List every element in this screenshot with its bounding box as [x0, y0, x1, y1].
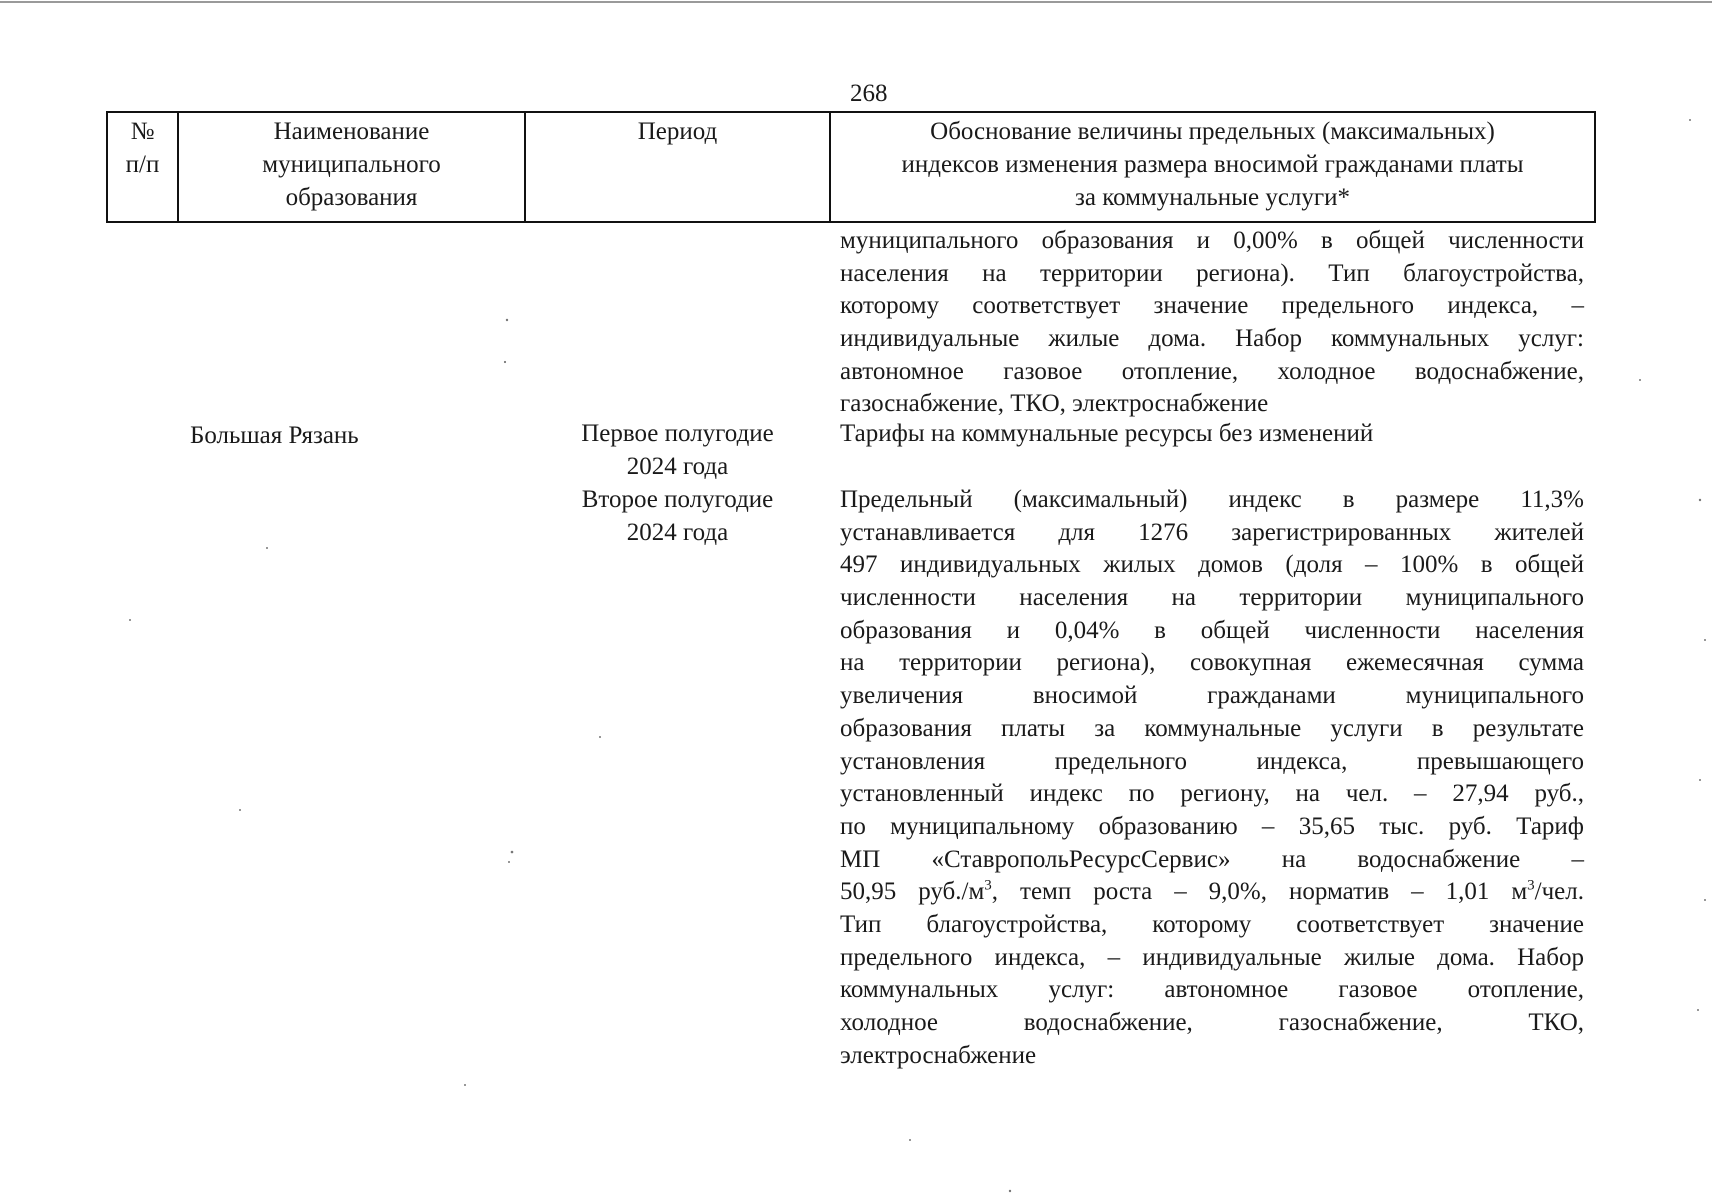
period-text: Первое полугодие — [581, 420, 774, 447]
header-text: п/п — [125, 151, 160, 178]
text-line: по муниципальному образованию – 35,65 тыс. руб. Тариф — [840, 812, 1584, 840]
municipality-name: Большая Рязань — [190, 422, 359, 449]
text-line: коммунальных услуг: автономное газовое отопление, — [840, 976, 1584, 1004]
header-text: Период — [637, 118, 718, 145]
superscript: 3 — [984, 877, 992, 894]
water-price-text: 50,95 руб./м — [840, 878, 985, 906]
header-text: муниципального — [262, 151, 441, 178]
header-text: индексов изменения размера вносимой гражданами платы — [901, 151, 1524, 178]
per-person-text: /чел. — [1534, 878, 1584, 906]
text-line-water-tariff — [840, 876, 1584, 909]
text-line: Тип благоустройства, которому соответствует значение — [840, 910, 1584, 938]
page-number: 268 — [850, 80, 888, 107]
continuation-paragraph — [840, 225, 1584, 421]
growth-norm-text: , темп роста – 9,0%, норматив – 1,01 м — [991, 878, 1528, 906]
text-line: холодное водоснабжение, газоснабжение, ТКО, — [840, 1009, 1584, 1036]
text-line: предельного индекса, – индивидуальные жилые дома. Набор — [840, 943, 1584, 971]
text-line: муниципального образования и 0,00% в общей численности — [840, 227, 1584, 254]
header-text: № — [130, 118, 155, 145]
header-text: Наименование — [273, 118, 430, 145]
text-line: численности населения на территории муниципального — [840, 584, 1584, 612]
text-line: газоснабжение, ТКО, электроснабжение — [840, 390, 1269, 418]
text-line: индивидуальные жилые дома. Набор коммунальных услуг: — [840, 325, 1584, 353]
header-text: за коммунальные услуги* — [1074, 184, 1351, 211]
tariff-unchanged-note: Тарифы на коммунальные ресурсы без изменений — [840, 420, 1374, 447]
text-line: которому соответствует значение предельного индекса, – — [840, 292, 1584, 320]
text-line: образования и 0,04% в общей численности населения — [840, 616, 1584, 644]
period-text: 2024 года — [626, 518, 729, 546]
text-line: электроснабжение — [840, 1041, 1037, 1069]
header-cell-number — [108, 113, 179, 221]
period-text: 2024 года — [626, 452, 729, 480]
header-cell-justification — [831, 113, 1594, 221]
text-line: на территории региона), совокупная ежемесячная сумма — [840, 649, 1584, 677]
header-text: образования — [285, 184, 418, 211]
superscript: 3 — [1527, 877, 1535, 894]
header-cell-municipality — [179, 113, 526, 221]
text-line: МП «СтавропольРесурсСервис» на водоснабжение – — [840, 845, 1584, 873]
scan-edge-line — [0, 1, 1712, 3]
text-line: установленный индекс по региону, на чел. – 27,94 руб., — [840, 780, 1584, 808]
text-line: 497 индивидуальных жилых домов (доля – 100% в общей — [840, 551, 1584, 579]
header-text: Обоснование величины предельных (максимальных) — [930, 118, 1495, 145]
text-line: Предельный (максимальный) индекс в размере 11,3% — [840, 486, 1584, 513]
text-line: установления предельного индекса, превышающего — [840, 747, 1584, 775]
text-line: населения на территории региона). Тип благоустройства, — [840, 259, 1584, 287]
period-text: Второе полугодие — [581, 486, 774, 513]
text-line: увеличения вносимой гражданами муниципального — [840, 682, 1584, 710]
header-cell-period — [526, 113, 831, 221]
text-line: устанавливается для 1276 зарегистрированных жителей — [840, 518, 1584, 546]
period-second-half — [535, 484, 820, 549]
text-line: автономное газовое отопление, холодное водоснабжение, — [840, 357, 1584, 385]
period-first-half — [535, 418, 820, 483]
justification-paragraph — [840, 484, 1584, 1072]
table-header — [106, 111, 1596, 223]
text-line: образования платы за коммунальные услуги в результате — [840, 714, 1584, 742]
